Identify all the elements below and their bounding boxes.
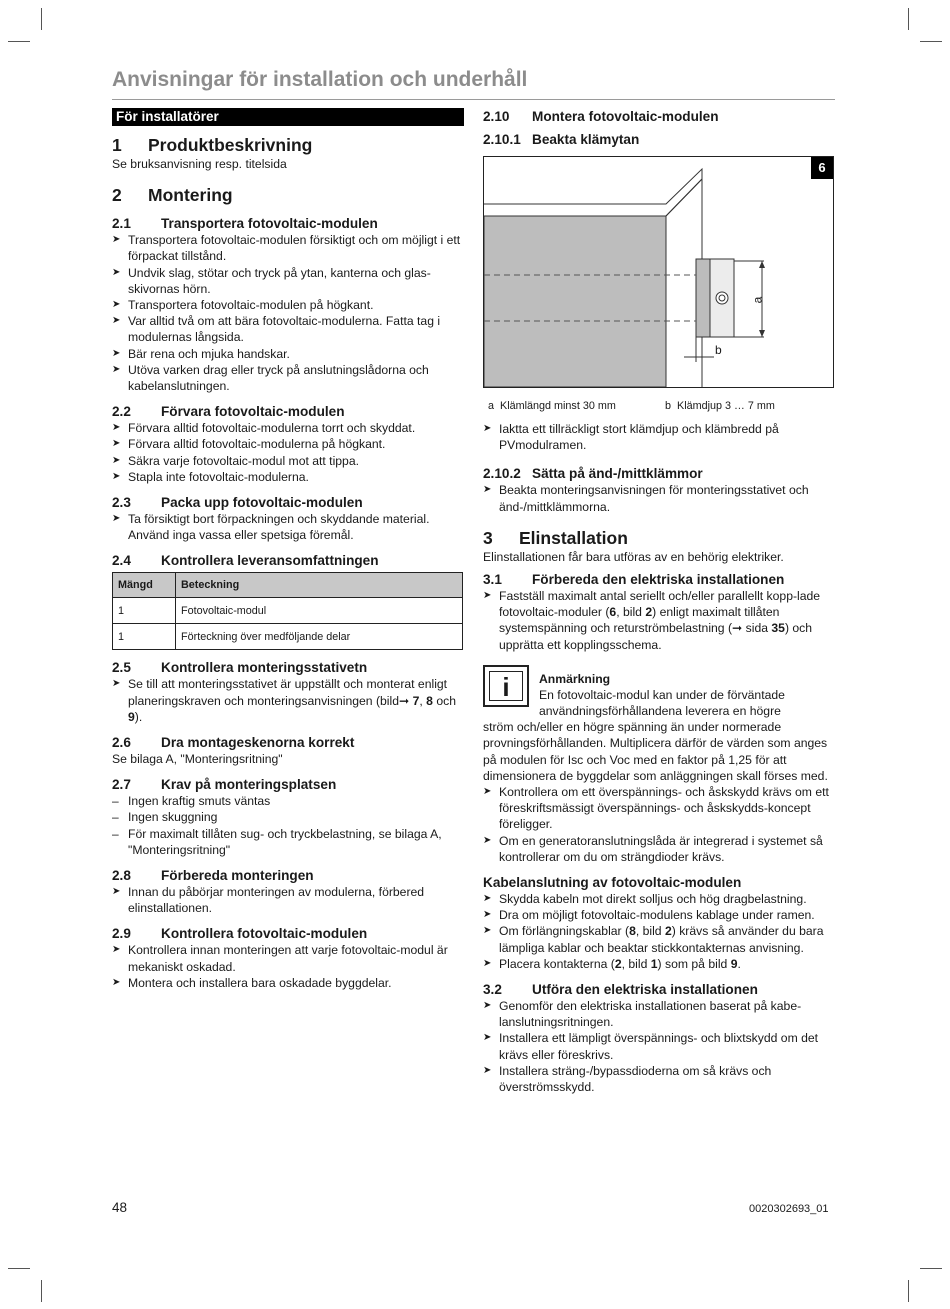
list-2-7	[112, 793, 464, 858]
list-item: ➤ Undvik slag, stötar och tryck på ytan, kanterna och glas-skivornas hörn.	[112, 265, 431, 296]
list-item: ➤ Säkra varje fotovoltaic-modul mot att tippa.	[112, 453, 359, 468]
list-item: ➤ Förvara alltid fotovoltaic-modulerna på högkant.	[112, 437, 386, 452]
heading-2-4: 2.4 Kontrollera leveransomfattningen	[112, 553, 379, 569]
heading-2-10-1: 2.10.1 Beakta klämytan	[483, 132, 640, 147]
table-cell: 1	[113, 598, 176, 624]
heading-2-9: 2.9 Kontrollera fotovoltaic-modulen	[112, 926, 368, 942]
heading-2-2: 2.2 Förvara fotovoltaic-modulen	[112, 404, 345, 420]
legend-item-a: a Klämlängd minst 30 mm	[488, 400, 616, 412]
column-header: Beteckning	[176, 573, 463, 598]
list-2-10-1	[483, 421, 835, 453]
figure-number: 6	[811, 157, 833, 179]
list-item: ➤ Installera ett lämpligt överspännings- och blixtskydd om det krävs eller föreskrivs.	[483, 1031, 819, 1062]
page-number: 48	[112, 1200, 128, 1215]
heading-3-1: 3.1 Förbereda den elektriska installationen	[483, 572, 785, 588]
list-item: ➤ Transportera fotovoltaic-modulen försiktigt och om möjligt i ett förpackat tillstånd.	[112, 233, 461, 264]
text-3: Elinstallationen får bara utföras av en behörig elektriker.	[483, 549, 784, 564]
crop-mark	[920, 41, 942, 42]
heading-2: 2 Montering	[112, 185, 233, 206]
list-item: ➤ Dra om möjligt fotovoltaic-modulens kablage under ramen.	[483, 908, 815, 923]
list-item: ➤ Beakta monteringsanvisningen för monteringsstativet och änd-/mittklämmorna.	[483, 483, 809, 514]
crop-mark	[8, 1268, 30, 1269]
dimension-label-a: a	[750, 296, 765, 304]
heading-3-2: 3.2 Utföra den elektriska installationen	[483, 982, 758, 998]
heading-2-5: 2.5 Kontrollera monteringsstativetn	[112, 660, 368, 676]
text-2-6: Se bilaga A, "Monteringsritning"	[112, 752, 283, 767]
list-item: ➤ Installera sträng-/bypassdioderna om så krävs och överströmsskydd.	[483, 1063, 772, 1095]
list-item: ➤ Se till att monteringsstativet är uppställt och monterat enligt planeringskraven och monteringsanvisningen (bild➞ 7, 8 och 9).	[112, 677, 456, 724]
list-item: ➤ Skydda kabeln mot direkt solljus och hög dragbelastning.	[483, 892, 807, 907]
column-header: Mängd	[113, 573, 176, 598]
list-2-1	[112, 232, 464, 394]
text-1: Se bruksanvisning resp. titelsida	[112, 157, 287, 171]
list-item: ➤ Kontrollera innan monteringen att varje fotovoltaic-modul är mekaniskt oskadad.	[112, 943, 448, 974]
heading-2-10: 2.10 Montera fotovoltaic-modulen	[483, 109, 719, 124]
list-item: ➤ Bär rena och mjuka handskar.	[112, 346, 290, 361]
table-header-row	[113, 573, 463, 598]
crop-mark	[41, 1280, 42, 1302]
crop-mark	[908, 8, 909, 30]
list-item: – För maximalt tillåten sug- och tryckbelastning, se bilaga A, "Monteringsritning"	[112, 826, 442, 857]
page-header: Anvisningar för installation och underhåll	[112, 68, 528, 91]
heading-2-1: 2.1 Transportera fotovoltaic-modulen	[112, 216, 378, 232]
list-item: ➤ Ta försiktigt bort förpackningen och skyddande material. Använd inga vassa eller spetsiga föremål.	[112, 512, 430, 543]
heading-2-3: 2.3 Packa upp fotovoltaic-modulen	[112, 495, 363, 511]
list-2-5	[112, 676, 464, 725]
table-cell: Fotovoltaic-modul	[176, 598, 463, 624]
document-id: 0020302693_01	[749, 1203, 829, 1215]
list-item: ➤ Genomför den elektriska installationen baserat på kabe-lanslutningsritningen.	[483, 999, 802, 1030]
list-item: ➤ Kontrollera om ett överspännings- och åskskydd krävs om ett föreskriftsmässigt överspännings- och åskskydds-koncept föreligger.	[483, 785, 829, 832]
header-rule	[112, 99, 835, 100]
note-title: Anmärkning	[539, 671, 611, 686]
list-item: ➤ Var alltid två om att bära fotovoltaic-modulerna. Fatta tag i modulernas långsida.	[112, 314, 441, 345]
list-3-1	[483, 588, 835, 653]
crop-mark	[41, 8, 42, 30]
list-item: ➤ Placera kontakterna (2, bild 1) som på bild 9.	[483, 956, 741, 971]
legend-item-b: b Klämdjup 3 … 7 mm	[665, 400, 775, 412]
list-2-10-2	[483, 482, 835, 514]
list-item: ➤ Om en generatoranslutningslåda är integrerad i systemet så kontrollerar om du om strängdioder krävs.	[483, 833, 823, 864]
heading-2-6: 2.6 Dra montageskenorna korrekt	[112, 735, 355, 751]
list-item: ➤ Iaktta ett tillräckligt stort klämdjup och klämbredd på PVmodulramen.	[483, 422, 779, 453]
crop-mark	[908, 1280, 909, 1302]
heading-2-10-2: 2.10.2 Sätta på änd-/mittklämmor	[483, 466, 703, 482]
figure-legend	[483, 400, 835, 412]
list-note	[483, 784, 835, 865]
list-2-2	[112, 420, 464, 485]
info-icon: i	[483, 665, 529, 707]
list-item: – Ingen kraftig smuts väntas	[112, 794, 271, 809]
table-cell: 1	[113, 624, 176, 650]
heading-2-8: 2.8 Förbereda monteringen	[112, 868, 314, 884]
list-item: ➤ Innan du påbörjar monteringen av modulerna, förbered elinstallationen.	[112, 885, 425, 916]
list-item: ➤ Stapla inte fotovoltaic-modulerna.	[112, 469, 309, 484]
list-item: ➤ Om förlängningskablar (8, bild 2) krävs så använder du bara lämpliga kablar och beaktar stickkontakternas anvisning.	[483, 924, 824, 955]
scope-table	[112, 572, 463, 650]
list-item: ➤ Montera och installera bara oskadade byggdelar.	[112, 975, 392, 990]
note-text: En fotovoltaic-modul kan under de förväntade användningsförhållandena leverera en högre ström och/eller en högre spänning än under normerade provningsförhållanden. Multiplicera därför de värden som anges på modulen för Isc och Voc med en faktor på 1,25 för att dimensionera de byggdelar som anläggningen skall förses med.	[483, 687, 828, 783]
list-cable	[483, 891, 835, 972]
table-cell: Förteckning över medföljande delar	[176, 624, 463, 650]
list-item: ➤ Transportera fotovoltaic-modulen på högkant.	[112, 298, 374, 313]
left-column	[112, 108, 464, 991]
crop-mark	[920, 1268, 942, 1269]
list-3-2	[483, 998, 835, 1095]
clamp-figure	[483, 156, 834, 388]
list-2-9	[112, 942, 464, 991]
list-2-8	[112, 884, 464, 916]
list-2-3	[112, 511, 464, 543]
section-bar: För installatörer	[112, 108, 464, 126]
table-row	[113, 598, 463, 624]
heading-3: 3 Elinstallation	[483, 527, 628, 548]
list-item: ➤ Fastställ maximalt antal seriellt och/eller parallellt kopp-lade fotovoltaic-moduler (6, bild 2) enligt maximalt tillåten systemspänning och returströmbelastning (➞ sida 35) och upprätta ett kopplingsschema.	[483, 589, 821, 652]
heading-2-7: 2.7 Krav på monteringsplatsen	[112, 777, 337, 793]
list-item: ➤ Förvara alltid fotovoltaic-modulerna torrt och skyddat.	[112, 421, 416, 436]
clamp-drawing	[484, 157, 833, 387]
dimension-label-b: b	[715, 343, 722, 357]
table-row	[113, 624, 463, 650]
heading-1: 1 Produktbeskrivning	[112, 135, 313, 155]
note-box	[483, 663, 835, 784]
right-column	[483, 108, 835, 1095]
list-item: – Ingen skuggning	[112, 810, 218, 825]
list-item: ➤ Utöva varken drag eller tryck på anslutningslådorna och kabelanslutningen.	[112, 362, 429, 394]
heading-cable: Kabelanslutning av fotovoltaic-modulen	[483, 875, 742, 891]
crop-mark	[8, 41, 30, 42]
